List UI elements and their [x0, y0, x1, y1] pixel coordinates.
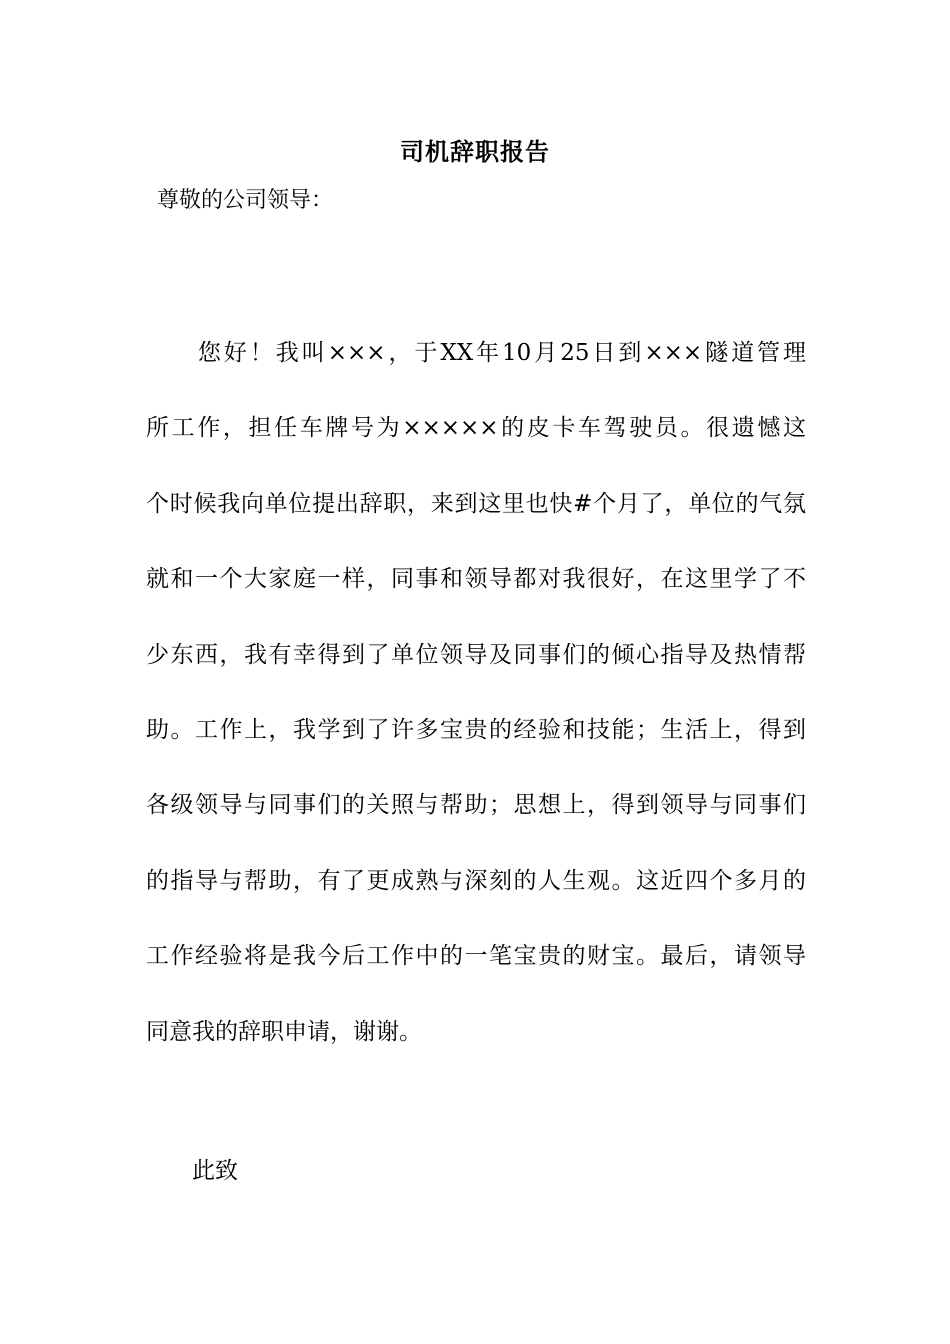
body-line: 同意我的辞职申请，谢谢。 [146, 1018, 422, 1045]
body-line: 各级领导与同事们的关照与帮助；思想上，得到领导与同事们 [146, 792, 806, 819]
body-line: 所工作，担任车牌号为×××××的皮卡车驾驶员。很遗憾这 [146, 415, 806, 442]
body-line: 助。工作上，我学到了许多宝贵的经验和技能；生活上，得到 [146, 716, 806, 743]
closing-phrase: 此致 [192, 1158, 238, 1184]
letter-body [146, 334, 806, 1088]
body-line: 工作经验将是我今后工作中的一笔宝贵的财宝。最后，请领导 [146, 943, 806, 970]
body-line: 就和一个大家庭一样，同事和领导都对我很好，在这里学了不 [146, 566, 806, 593]
body-line: 的指导与帮助，有了更成熟与深刻的人生观。这近四个多月的 [146, 867, 806, 894]
body-line: 少东西，我有幸得到了单位领导及同事们的倾心指导及热情帮 [146, 641, 806, 668]
document-title: 司机辞职报告 [400, 138, 550, 166]
body-line: 您好！我叫×××，于XX年10月25日到×××隧道管理 [146, 340, 806, 366]
salutation: 尊敬的公司领导： [157, 188, 334, 213]
body-line: 个时候我向单位提出辞职，来到这里也快#个月了，单位的气氛 [146, 490, 806, 517]
